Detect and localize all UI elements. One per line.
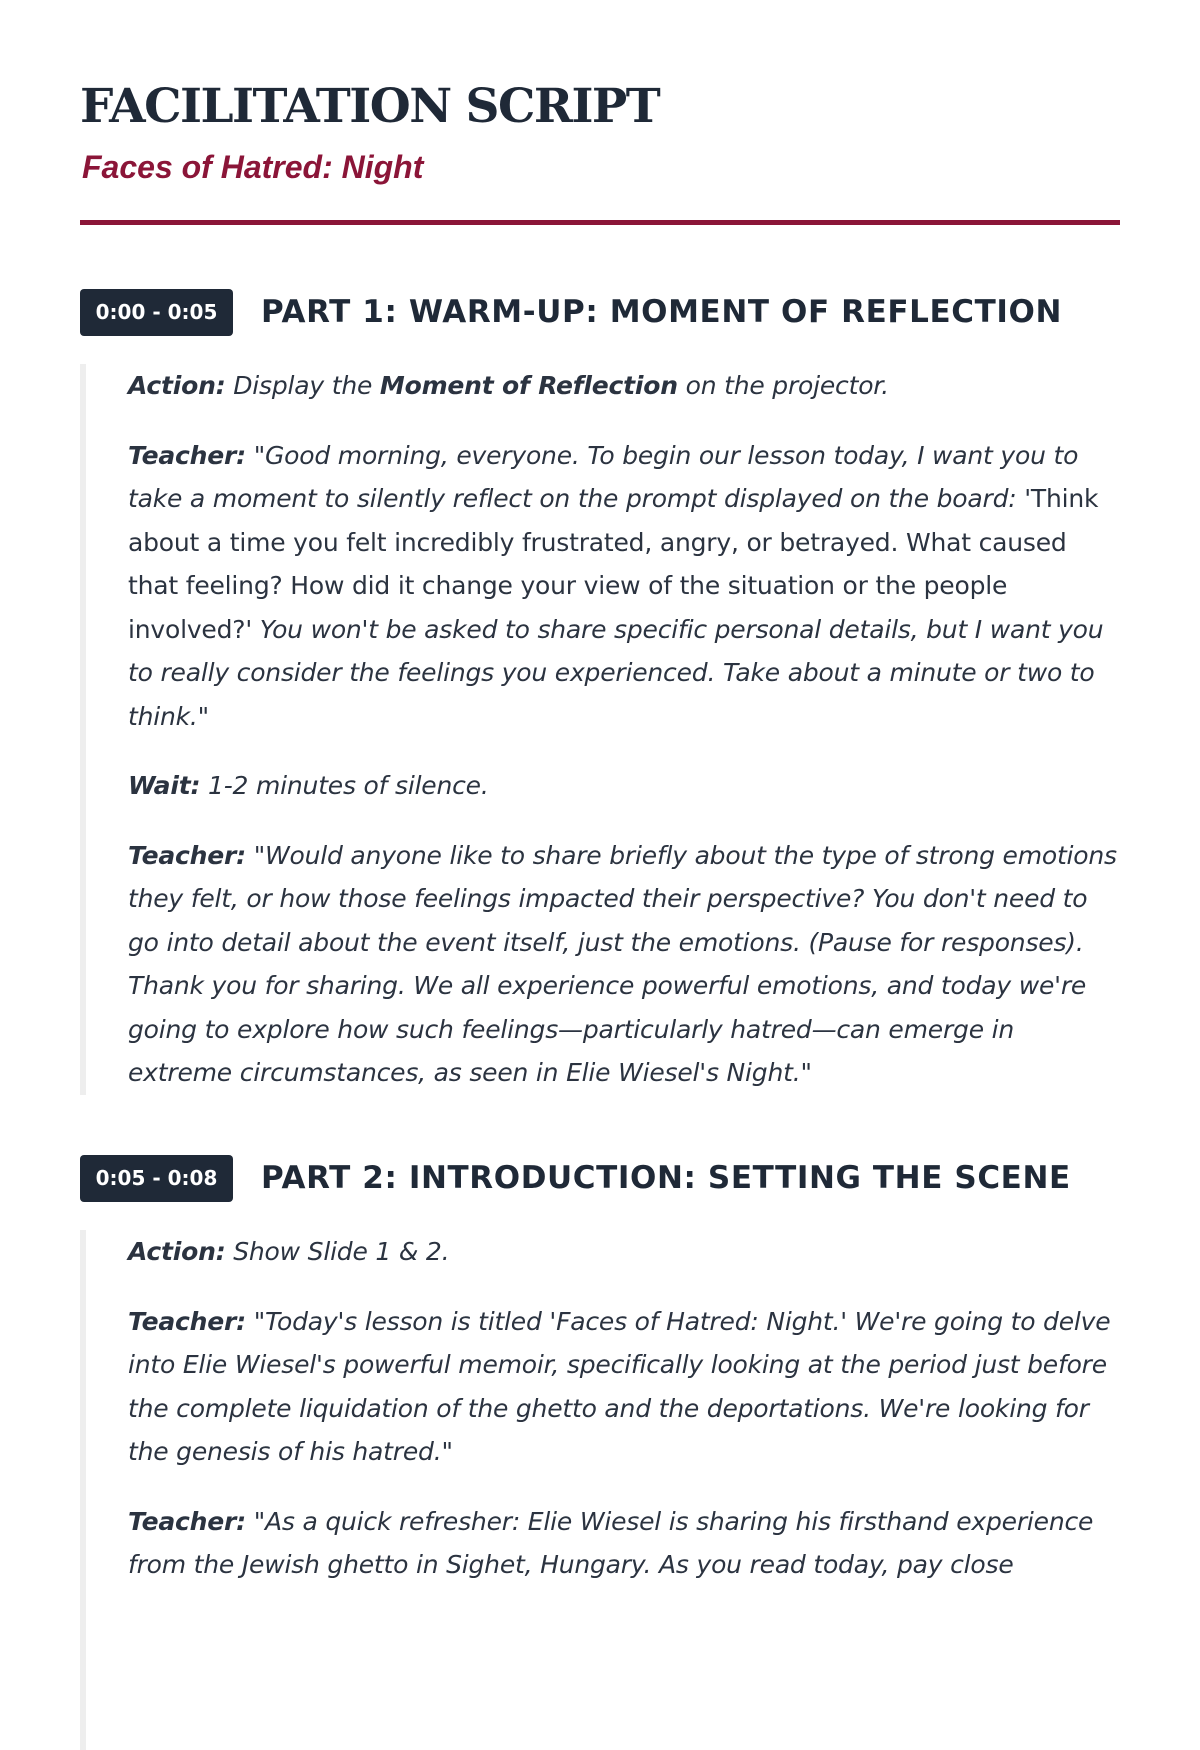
reflection-prompt: 'Think about a time you felt incredibly frustrated, angry, or betrayed. What caused that feeling? How did it change your view of the situation or the people involved?'	[128, 484, 1099, 644]
paragraph-text: Show Slide 1 & 2.	[225, 1237, 450, 1266]
paragraph-label: Wait:	[128, 771, 201, 800]
action-paragraph	[128, 1230, 1120, 1274]
paragraph-label: Action:	[128, 1237, 226, 1266]
wait-paragraph	[128, 764, 1120, 808]
paragraph-label: Teacher:	[128, 440, 246, 470]
section-header	[80, 1155, 1120, 1203]
paragraph-text: Display the	[225, 371, 380, 400]
paragraph-label: Teacher:	[128, 1506, 246, 1536]
time-badge: 0:00 - 0:05	[80, 289, 233, 336]
emphasis-text: Moment of Reflection	[379, 371, 678, 400]
teacher-paragraph	[128, 834, 1120, 1095]
paragraph-label: Teacher:	[128, 840, 246, 870]
paragraph-text: "Would anyone like to share briefly about the type of strong emotions they felt, or how those feelings impacted their perspective? You don't need to go into detail about the event itself, just the emotions. (Pause for responses). Thank you for sharing. We all experience powerful emotions, and today we're going to explore how such feelings—particularly hatred—can emerge in extreme circumstances, as seen in Elie Wiesel's Night."	[128, 840, 1117, 1087]
paragraph-text: on the projector.	[677, 371, 889, 400]
teacher-paragraph	[128, 434, 1120, 739]
section-title: PART 1: WARM-UP: MOMENT OF REFLECTION	[261, 294, 1063, 330]
paragraph-text: You won't be asked to share specific personal details, but I want you to really consider the feelings you experienced. Take about a minute or two to think."	[128, 614, 1104, 731]
paragraph-text: "As a quick refresher: Elie Wiesel is sharing his firsthand experience from the Jewish ghetto in Sighet, Hungary. As you read today, pay close	[128, 1506, 1094, 1579]
document-title: FACILITATION SCRIPT	[80, 79, 660, 134]
section-body	[80, 1230, 1120, 1750]
time-badge: 0:05 - 0:08	[80, 1155, 233, 1202]
paragraph-label: Action:	[128, 371, 226, 400]
section-body	[80, 364, 1120, 1095]
paragraph-text: "Good morning, everyone. To begin our lesson today, I want you to take a moment to silently reflect on the prompt displayed on the board:	[128, 440, 1079, 513]
paragraph-label: Teacher:	[128, 1306, 246, 1336]
document-subtitle: Faces of Hatred: Night	[82, 149, 424, 185]
section-part-2	[80, 1155, 1120, 1579]
paragraph-text: "Today's lesson is titled 'Faces of Hatred: Night.' We're going to delve into Elie Wiesel's powerful memoir, specifically looking at the period just before the complete liquidation of the ghetto and the deportations. We're looking for the genesis of his hatred."	[128, 1306, 1111, 1466]
paragraph-text: 1-2 minutes of silence.	[200, 771, 489, 800]
section-title: PART 2: INTRODUCTION: SETTING THE SCENE	[261, 1160, 1071, 1196]
section-part-1	[80, 289, 1120, 1087]
title-divider	[80, 220, 1120, 225]
teacher-paragraph	[128, 1500, 1120, 1587]
action-paragraph	[128, 364, 1120, 408]
teacher-paragraph	[128, 1300, 1120, 1474]
section-header	[80, 289, 1120, 337]
